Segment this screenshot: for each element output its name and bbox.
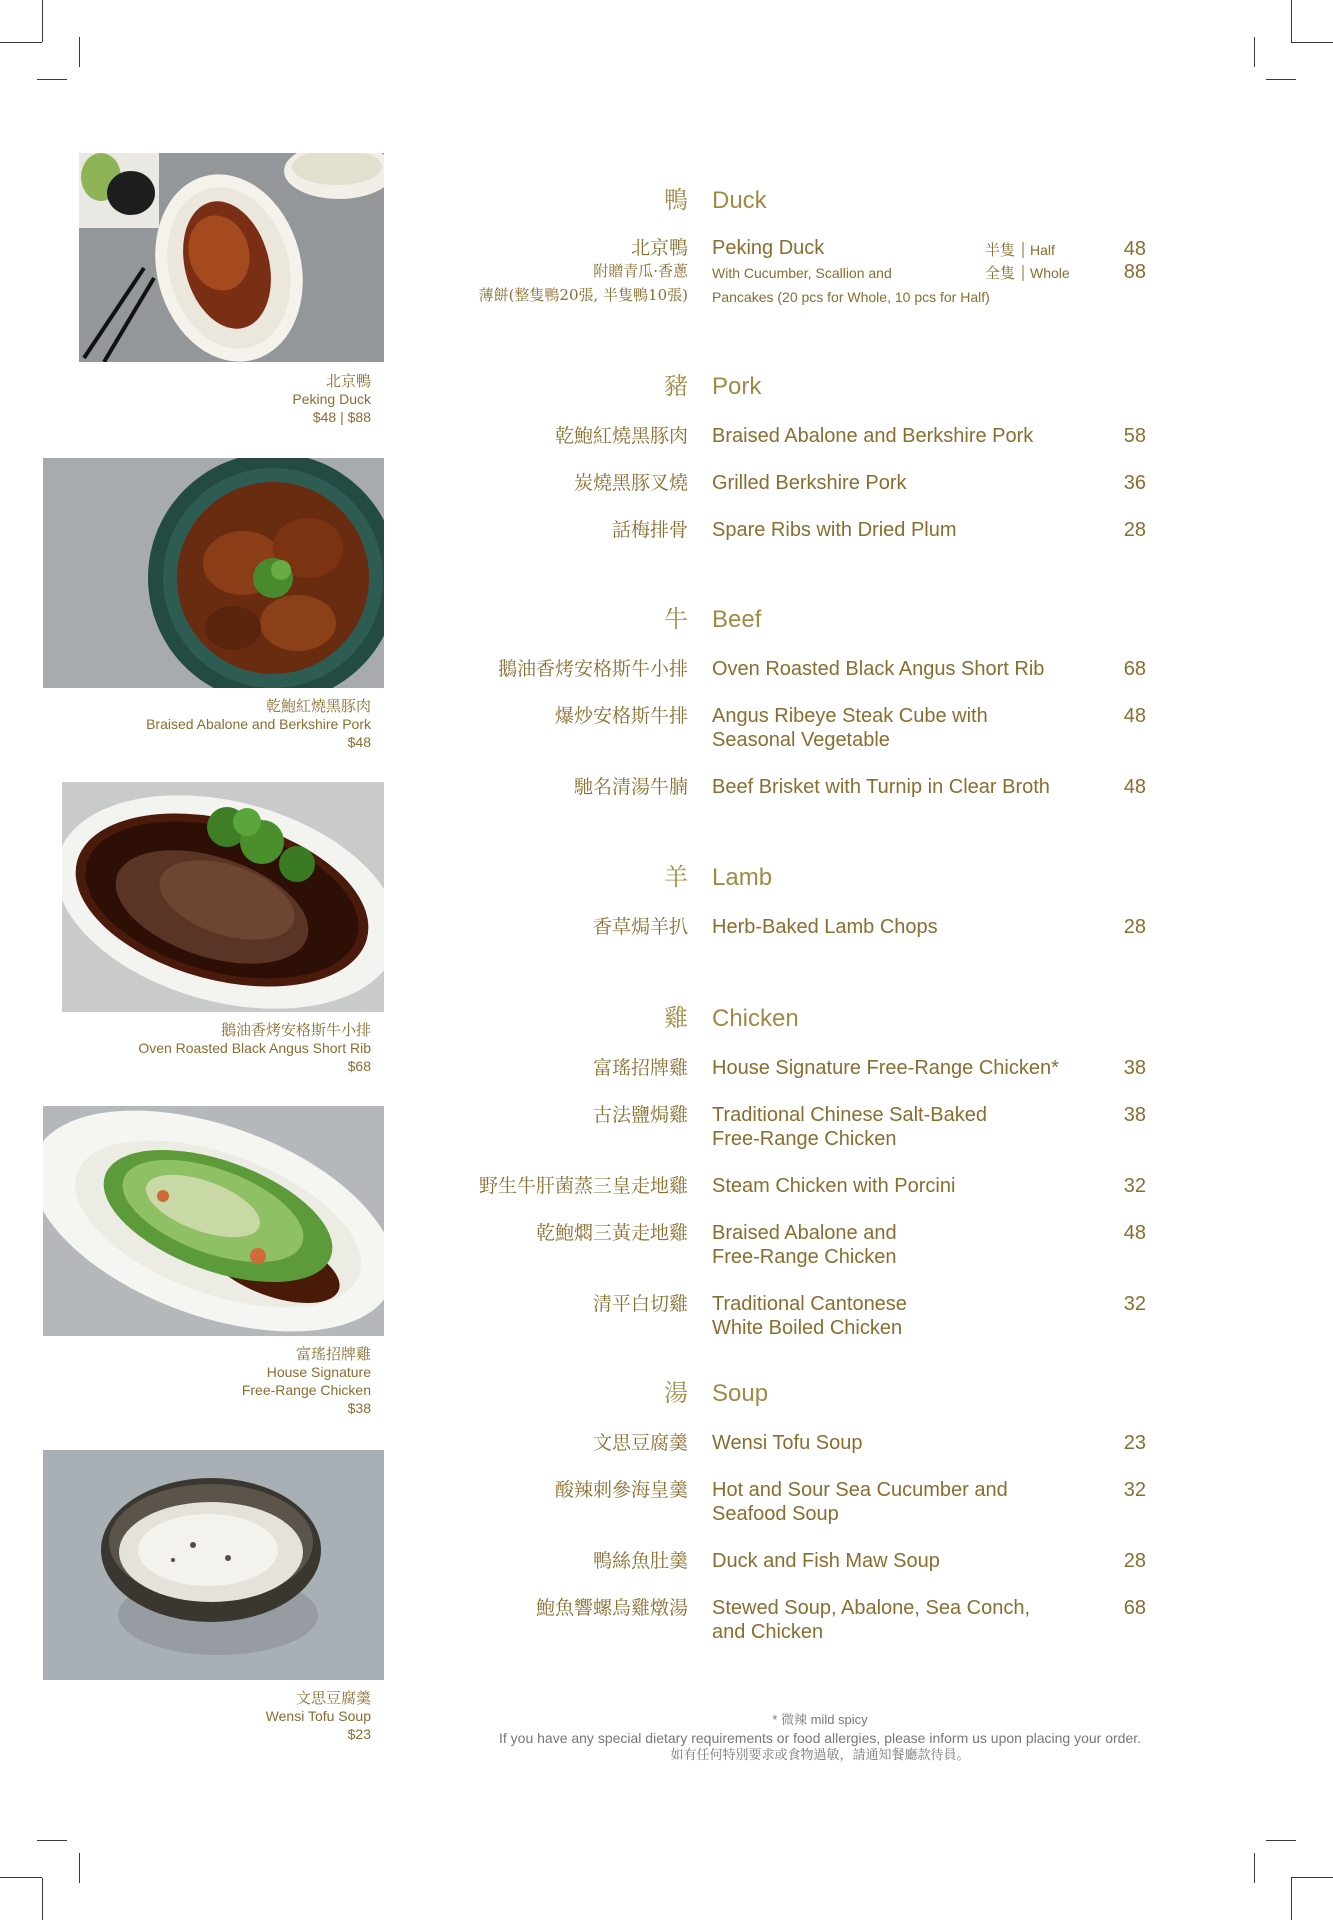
item-name-en: White Boiled Chicken — [712, 1317, 903, 1339]
crop-mark — [0, 1877, 42, 1878]
section-title-zh: 豬 — [664, 372, 688, 400]
menu-section-duck — [479, 186, 1146, 305]
item-name-zh: 酸辣刺參海皇羹 — [554, 1479, 688, 1501]
caption-zh: 北京鴨 — [325, 372, 371, 390]
item-name-en: Free-Range Chicken — [712, 1128, 897, 1150]
item-price: 28 — [1123, 1550, 1146, 1572]
item-name-en: Braised Abalone and — [712, 1222, 897, 1244]
item-name-zh: 鵝油香烤安格斯牛小排 — [497, 658, 688, 680]
item-name-en: Duck and Fish Maw Soup — [712, 1550, 940, 1572]
allergy-note-zh: 如有任何特別要求或食物過敏，請通知餐廳款待員。 — [670, 1748, 970, 1763]
item-name-en: Hot and Sour Sea Cucumber and — [712, 1479, 1008, 1501]
caption-en: Oven Roasted Black Angus Short Rib — [138, 1040, 371, 1056]
caption-en: Peking Duck — [292, 391, 371, 407]
item-name-zh: 話梅排骨 — [611, 519, 688, 541]
spicy-legend: * 微辣 mild spicy — [772, 1712, 868, 1727]
item-name-zh: 香草焗羊扒 — [592, 916, 688, 938]
caption-zh: 文思豆腐羹 — [295, 1689, 371, 1707]
item-name-zh: 北京鴨 — [630, 237, 688, 259]
section-title-zh: 雞 — [664, 1004, 688, 1032]
section-title-zh: 牛 — [664, 605, 688, 633]
section-title-en: Beef — [712, 606, 762, 633]
item-name-zh: 炭燒黑豚叉燒 — [573, 472, 688, 494]
item-name-en: Beef Brisket with Turnip in Clear Broth — [712, 776, 1050, 798]
item-price: 88 — [1123, 261, 1146, 283]
portion-zh: 半隻 — [985, 241, 1016, 259]
item-price: 32 — [1123, 1479, 1146, 1501]
item-price: 28 — [1123, 519, 1146, 541]
caption-en: Wensi Tofu Soup — [265, 1708, 371, 1724]
caption-en: House Signature — [266, 1364, 371, 1380]
section-title-en: Chicken — [712, 1005, 799, 1032]
item-name-en: Steam Chicken with Porcini — [712, 1175, 956, 1197]
caption-en: Free-Range Chicken — [241, 1382, 371, 1398]
item-price: 68 — [1123, 658, 1146, 680]
item-price: 23 — [1123, 1432, 1146, 1454]
item-name-en: Wensi Tofu Soup — [712, 1432, 863, 1454]
portion-en: Half — [1030, 242, 1055, 258]
caption-zh: 富瑤招牌雞 — [295, 1345, 371, 1363]
item-note-en: Pancakes (20 pcs for Whole, 10 pcs for Half) — [712, 289, 990, 305]
caption-price: $48 | $88 — [312, 409, 371, 425]
item-price: 48 — [1123, 1222, 1146, 1244]
caption-zh: 乾鮑紅燒黑豚肉 — [265, 697, 371, 715]
item-price: 48 — [1123, 238, 1146, 260]
item-name-zh: 馳名清湯牛腩 — [573, 776, 688, 798]
crop-mark — [1254, 1853, 1255, 1883]
crop-mark — [1291, 1878, 1292, 1920]
item-name-zh: 古法鹽焗雞 — [592, 1104, 688, 1126]
item-price: 36 — [1123, 472, 1146, 494]
item-note-zh: 薄餅(整隻鴨20張, 半隻鴨10張) — [478, 286, 688, 304]
section-title-en: Pork — [712, 373, 762, 400]
caption-zh: 鵝油香烤安格斯牛小排 — [220, 1021, 371, 1039]
item-name-zh: 爆炒安格斯牛排 — [554, 705, 688, 727]
item-price: 38 — [1123, 1104, 1146, 1126]
item-name-zh: 乾鮑燜三黃走地雞 — [535, 1222, 688, 1244]
section-title-en: Soup — [712, 1380, 769, 1407]
item-price: 68 — [1123, 1597, 1146, 1619]
item-name-en: Angus Ribeye Steak Cube with — [712, 705, 988, 727]
portion-zh: 全隻 — [985, 264, 1016, 282]
item-name-zh: 鮑魚響螺烏雞燉湯 — [535, 1597, 688, 1619]
item-name-en: Spare Ribs with Dried Plum — [712, 519, 957, 541]
section-title-en: Duck — [712, 187, 767, 214]
item-name-zh: 文思豆腐羹 — [592, 1432, 688, 1454]
crop-mark — [79, 1853, 80, 1883]
item-name-en: Grilled Berkshire Pork — [712, 472, 907, 494]
item-name-en: Seafood Soup — [712, 1503, 839, 1525]
section-title-zh: 羊 — [664, 863, 688, 891]
item-price: 32 — [1123, 1293, 1146, 1315]
item-name-en: Braised Abalone and Berkshire Pork — [712, 425, 1034, 447]
item-note-en: With Cucumber, Scallion and — [712, 265, 892, 281]
crop-mark — [37, 1840, 67, 1841]
section-title-zh: 湯 — [664, 1379, 688, 1407]
item-name-en: House Signature Free-Range Chicken* — [712, 1057, 1059, 1079]
item-name-en: Peking Duck — [712, 237, 825, 259]
item-name-en: Stewed Soup, Abalone, Sea Conch, — [712, 1597, 1031, 1619]
item-name-en: Seasonal Vegetable — [712, 729, 890, 751]
allergy-note-en: If you have any special dietary requirements or food allergies, please inform us upon placing your order. — [498, 1730, 1142, 1746]
crop-mark — [1266, 1840, 1296, 1841]
footer-note — [470, 1711, 1170, 1765]
item-name-en: and Chicken — [712, 1621, 824, 1643]
caption-price: $48 — [347, 734, 371, 750]
portion-en: Whole — [1030, 265, 1070, 281]
item-name-zh: 乾鮑紅燒黑豚肉 — [554, 425, 688, 447]
item-name-en: Traditional Chinese Salt-Baked — [712, 1104, 987, 1126]
item-name-zh: 野生牛肝菌蒸三皇走地雞 — [478, 1175, 688, 1197]
item-name-en: Free-Range Chicken — [712, 1246, 897, 1268]
item-name-zh: 清平白切雞 — [592, 1293, 688, 1315]
crop-mark — [1291, 1877, 1333, 1878]
item-name-en: Traditional Cantonese — [712, 1293, 907, 1315]
section-title-en: Lamb — [712, 864, 773, 891]
item-price: 58 — [1123, 425, 1146, 447]
menu-sections — [479, 372, 1146, 1643]
caption-en: Braised Abalone and Berkshire Pork — [146, 716, 371, 732]
caption-price: $38 — [347, 1400, 371, 1416]
item-name-zh: 富瑤招牌雞 — [592, 1057, 688, 1079]
item-name-zh: 鴨絲魚肚羹 — [592, 1550, 688, 1572]
item-note-zh: 附贈青瓜·香蔥 — [593, 262, 688, 280]
item-price: 28 — [1123, 916, 1146, 938]
item-price: 48 — [1123, 776, 1146, 798]
section-title-zh: 鴨 — [664, 186, 688, 214]
caption-price: $68 — [347, 1058, 371, 1074]
item-price: 48 — [1123, 705, 1146, 727]
caption-price: $23 — [347, 1726, 371, 1742]
item-name-en: Herb-Baked Lamb Chops — [712, 916, 938, 938]
item-price: 32 — [1123, 1175, 1146, 1197]
crop-mark — [42, 1878, 43, 1920]
item-name-en: Oven Roasted Black Angus Short Rib — [712, 658, 1045, 680]
item-price: 38 — [1123, 1057, 1146, 1079]
